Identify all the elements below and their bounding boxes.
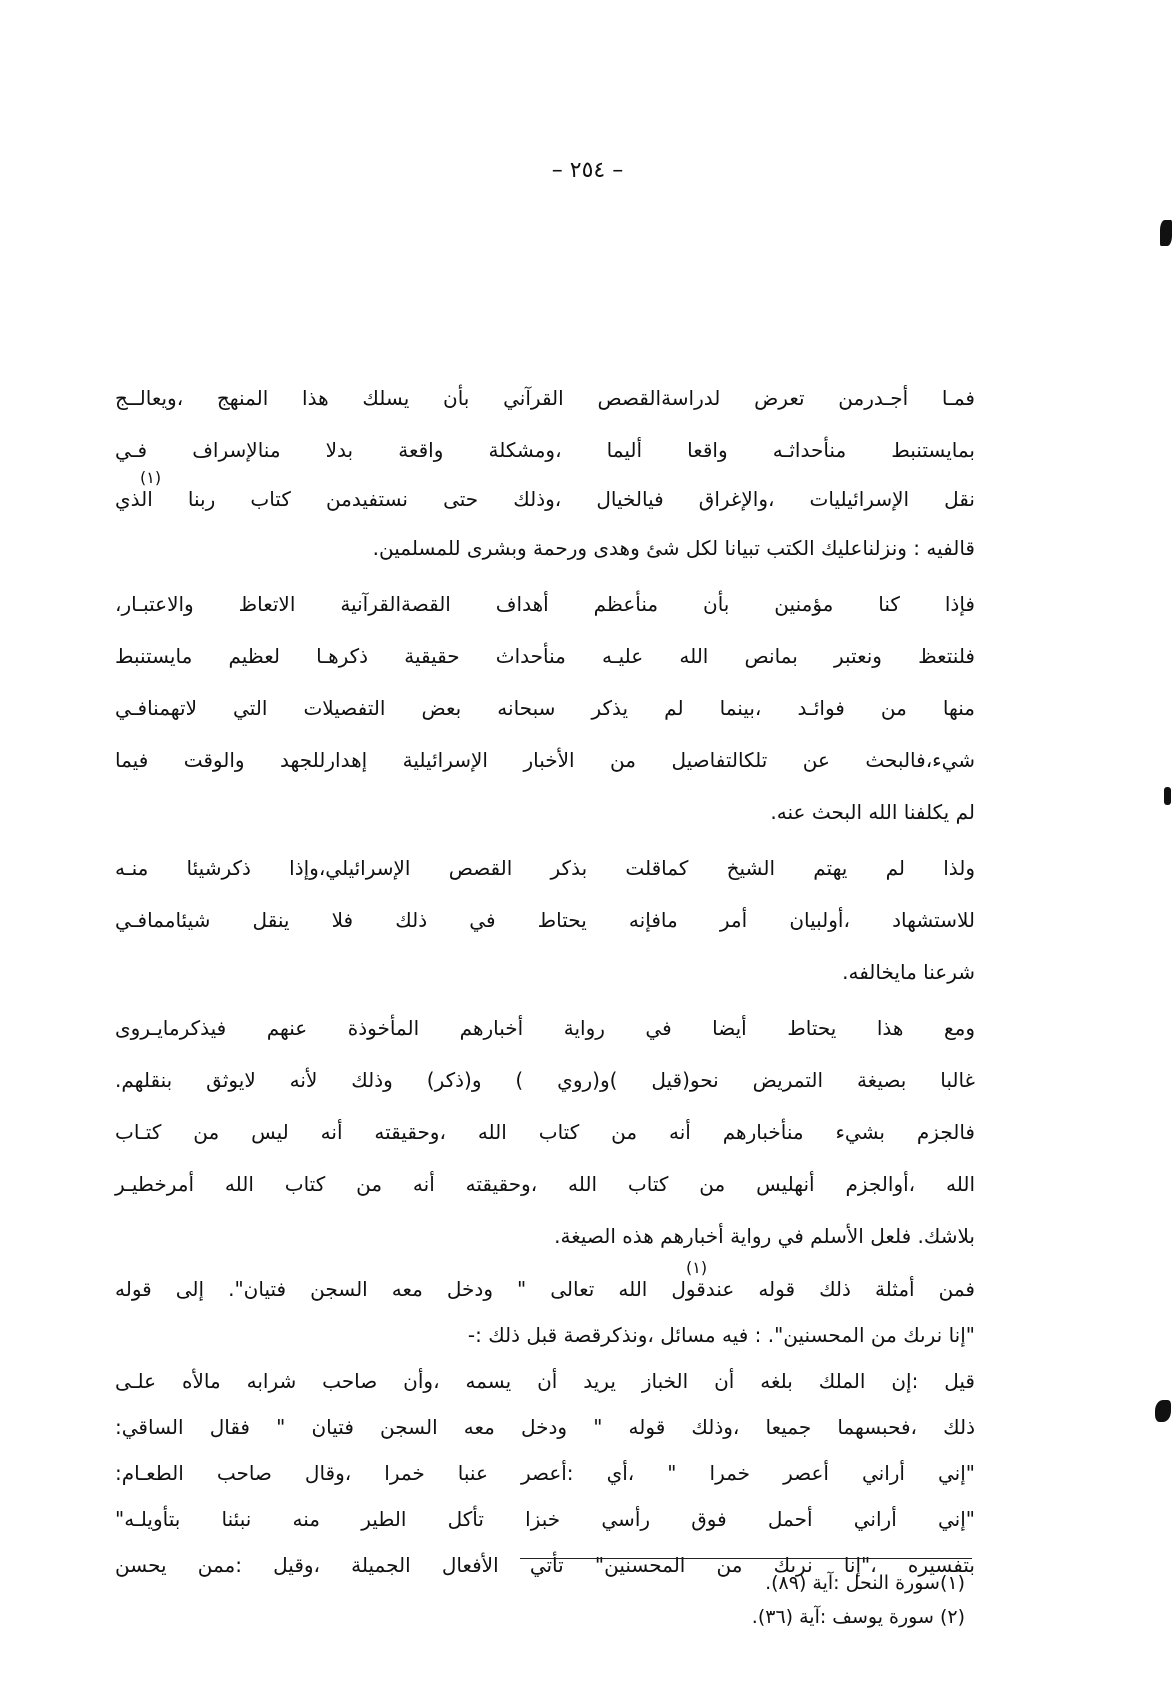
text-line: ذلك ،فحبسهما جميعا ،وذلك قوله " ودخل معه السجن فتيان " فقال الساقي: [115,1415,975,1439]
scan-mark [1164,787,1171,805]
text-line: فمـا أجـدرمن تعرض لدراسةالقصص القرآني بأن يسلك هذا المنهج ،ويعالــج [115,386,975,410]
paragraph [115,372,975,574]
text-line: فمن أمثلة ذلك قوله عندقول الله تعالى " ودخل معه السجن فتيان". إلى قوله [115,1277,975,1301]
text-line: بتفسيره ،"إنا نرىك من المحسنين" تأتي الأفعال الجميلة ،وقيل :ممن يحسن [115,1553,975,1577]
text-line: فلنتعظ ونعتبر بمانص الله عليـه منأحداث حقيقية ذكرهـا لعظيم مايستنبط [115,644,975,668]
text-line: ومع هذا يحتاط أيضا في رواية أخبارهم المأخوذة عنهم فيذكرمايـروى [115,1016,975,1040]
footnote: (١)سورة النحل :آية (٨٩). [765,1572,965,1594]
text-line: "إنا نرىك من المحسنين". : فيه مسائل ،ونذكرقصة قبل ذلك :- [467,1323,975,1347]
scan-mark [1155,1400,1171,1422]
text-line: نقل الإسرائيليات ،والإغراق فيالخيال ،وذلك حتى نستفيدمن كتاب ربنا الذي [115,487,975,511]
text-line: فإذا كنا مؤمنين بأن منأعظم أهداف القصةالقرآنية الاتعاظ والاعتبـار، [115,592,975,616]
paragraph [115,842,975,998]
text-line: قالفيه : ونزلناعليك الكتب تبيانا لكل شئ وهدى ورحمة وبشرى للمسلمين. [372,536,975,560]
text-line: منها من فوائـد ،بينما لم يذكر سبحانه بعض التفصيلات التي لاتهمنافـي [115,696,975,720]
text-line: فالجزم بشيء منأخبارهم أنه من كتاب الله ،وحقيقته أنه ليس من كتـاب [115,1120,975,1144]
text-line: "إني أراني أحمل فوق رأسي خبزا تأكل الطير منه نبئنا بتأويلـه" [115,1507,975,1531]
footnotes [465,1566,965,1634]
paragraph [115,1002,975,1262]
text-line: بلاشك. فلعل الأسلم في رواية أخبارهم هذه الصيغة. [554,1224,975,1248]
paragraph [115,578,975,838]
text-line: ولذا لم يهتم الشيخ كماقلت بذكر القصص الإسرائيلي،وإذا ذكرشيئا منـه [115,856,975,880]
text-line: للاستشهاد ،أولبيان أمر مافإنه يحتاط في ذلك فلا ينقل شيئاممافـي [115,908,975,932]
text-line: قيل :إن الملك بلغه أن الخباز يريد أن يسمه ،وأن صاحب شرابه مالأه علـى [115,1369,975,1393]
body-text [115,372,975,1592]
text-line: لم يكلفنا الله البحث عنه. [770,800,975,824]
footnote-divider [520,1558,972,1559]
text-line: شيء،فالبحث عن تلكالتفاصيل من الأخبار الإسرائيلية إهدارللجهد والوقت فيما [115,748,975,772]
page-number: – ٢٥٤ – [551,158,624,183]
footnote-marker: (١) [140,468,162,487]
paragraph [115,1266,975,1588]
text-line: الله ،أوالجزم أنهليس من كتاب الله ،وحقيقته أنه من كتاب الله أمرخطيـر [115,1172,975,1196]
footnote: (٢) سورة يوسف :آية (٣٦). [751,1606,965,1628]
text-line: بمايستنبط منأحداثـه واقعا أليما ،ومشكلة واقعة بدلا منالإسراف فـي [115,438,975,462]
footnote-marker: (١) [686,1258,708,1277]
scan-mark [1160,220,1172,246]
text-line: غالبا بصيغة التمريض نحو(قيل )و(روي ) و(ذكر) وذلك لأنه لايوثق بنقلهم. [115,1068,975,1092]
text-line: "إني أراني أعصر خمرا " ،أي :أعصر عنبا خمرا ،وقال صاحب الطعـام: [115,1461,975,1485]
text-line: شرعنا مايخالفه. [842,960,975,984]
